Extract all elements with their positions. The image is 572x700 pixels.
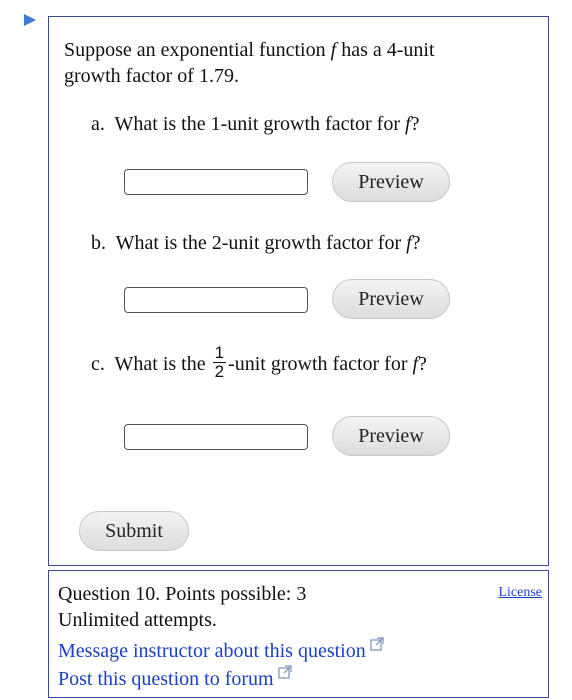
preview-button-c[interactable]: Preview <box>332 416 450 456</box>
intro-text: growth factor of 1.79. <box>64 65 239 87</box>
attempts-info: Unlimited attempts. <box>58 609 217 631</box>
question-info-panel <box>48 570 549 698</box>
part-label: c. <box>91 353 105 376</box>
post-forum-row <box>58 665 292 693</box>
part-text: What is the 2-unit growth factor for <box>115 232 407 254</box>
answer-input-b[interactable] <box>124 287 308 313</box>
part-text: What is the <box>114 353 211 376</box>
function-symbol: f <box>412 353 419 376</box>
function-symbol: f <box>405 113 411 135</box>
intro-text: Suppose an exponential function <box>64 39 331 61</box>
question-intro <box>64 37 524 89</box>
part-text: ? <box>410 113 420 135</box>
message-instructor-row <box>58 637 384 665</box>
part-text: ? <box>411 232 421 254</box>
points-possible: Question 10. Points possible: 3 <box>58 583 307 605</box>
part-b-prompt <box>91 230 421 256</box>
part-label: a. <box>91 113 105 135</box>
external-link-icon <box>278 665 292 679</box>
function-symbol: f <box>406 232 412 254</box>
part-label: b. <box>91 232 106 254</box>
fraction-numerator: 1 <box>214 343 225 362</box>
preview-button-b[interactable]: Preview <box>332 279 450 319</box>
external-link-icon <box>370 637 384 651</box>
part-a-prompt <box>91 111 419 137</box>
intro-text: has a 4-unit <box>336 39 435 61</box>
part-text: ? <box>418 353 427 376</box>
license-link[interactable]: License <box>498 585 542 600</box>
preview-button-a[interactable]: Preview <box>332 162 450 202</box>
fraction-one-half <box>213 344 226 381</box>
answer-input-a[interactable] <box>124 169 308 195</box>
fraction-denominator: 2 <box>214 362 225 381</box>
message-instructor-link[interactable]: Message instructor about this question <box>58 640 366 662</box>
answer-input-c[interactable] <box>124 424 308 450</box>
part-text: -unit growth factor for <box>228 353 413 376</box>
part-text: What is the 1-unit growth factor for <box>114 113 405 135</box>
part-c-prompt <box>91 343 427 384</box>
post-forum-link[interactable]: Post this question to forum <box>58 668 274 690</box>
question-panel <box>48 16 549 566</box>
submit-button[interactable]: Submit <box>79 511 189 551</box>
function-symbol: f <box>330 39 337 61</box>
question-nav-arrow-icon[interactable] <box>24 14 36 26</box>
